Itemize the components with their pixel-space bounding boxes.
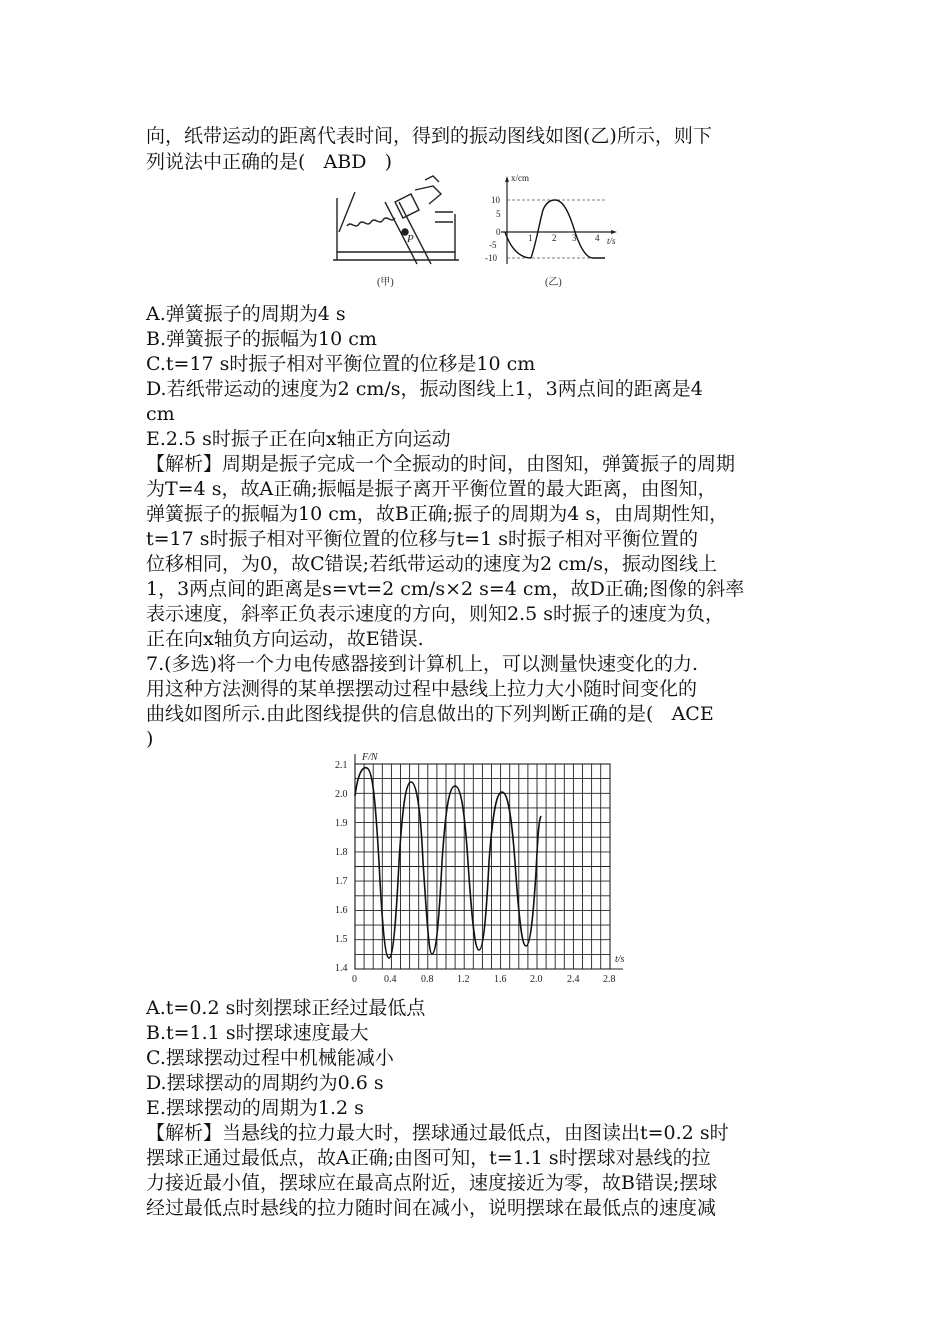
text-line: C.摆球摆动过程中机械能减小 [146,1047,394,1069]
ft-ytick: 2.1 [335,760,348,771]
xt-xtick: 1 [528,233,533,243]
text-line: 【解析】周期是振子完成一个全振动的时间，由图知，弹簧振子的周期 [146,453,736,475]
text-line: 弹簧振子的振幅为10 cm，故B正确;振子的周期为4 s，由周期性知， [146,503,729,525]
ft-xtick: 1.6 [494,974,507,984]
text-line: 经过最低点时悬线的拉力随时间在减小，说明摆球在最低点的速度减 [146,1197,717,1219]
text-line: B.弹簧振子的振幅为10 cm [146,328,377,350]
text-line: 向，纸带运动的距离代表时间，得到的振动图线如图(乙)所示，则下 [146,125,712,147]
ft-ytick: 1.7 [335,876,348,887]
xt-ytick: 10 [491,195,500,205]
xt-curve [505,200,605,258]
xt-ytick: 0 [496,227,501,237]
text-line: D.摆球摆动的周期约为0.6 s [146,1072,384,1094]
text-line: C.t=17 s时振子相对平衡位置的位移是10 cm [146,353,536,375]
text-line: cm [146,403,175,425]
force-curve [355,768,541,958]
text-line: A.弹簧振子的周期为4 s [146,303,346,325]
figure-force-time-graph [325,752,635,984]
xt-xtick: 4 [595,233,600,243]
xt-ytick: -5 [489,240,497,250]
ft-xtick: 0 [352,974,357,984]
text-line: A.t=0.2 s时刻摆球正经过最低点 [146,997,426,1019]
apparatus-point-label: P [407,233,414,245]
text-line: E.2.5 s时振子正在向x轴正方向运动 [146,428,451,450]
xt-ytick: 5 [496,209,501,219]
ft-ytick: 1.4 [335,963,348,974]
ft-xlabel: t/s [615,954,625,965]
text-line: B.t=1.1 s时摆球速度最大 [146,1022,369,1044]
caption-left: (甲) [377,277,394,288]
text-line: 曲线如图所示.由此图线提供的信息做出的下列判断正确的是( ACE [146,703,714,725]
ft-ylabel: F/N [362,752,378,763]
text-line: 位移相同，为0，故C错误;若纸带运动的速度为2 cm/s，振动图线上 [146,553,717,575]
text-line: t=17 s时振子相对平衡位置的位移与t=1 s时振子相对平衡位置的 [146,528,698,550]
ft-xtick: 2.4 [567,974,580,984]
xt-xtick: 2 [552,233,557,243]
ft-xtick: 2.0 [530,974,543,984]
ft-ytick: 1.8 [335,847,348,858]
ft-xticks [352,974,616,984]
xt-ylabel: x/cm [511,173,529,183]
text-line: 1，3两点间的距离是s=vt=2 cm/s×2 s=4 cm，故D正确;图像的斜率 [146,578,745,600]
ft-xtick: 0.4 [384,974,397,984]
text-line: 列说法中正确的是( ABD ) [146,151,392,173]
xt-xtick: 3 [572,233,577,243]
text-line: 力接近最小值，摆球应在最高点附近，速度接近为零，故B错误;摆球 [146,1172,718,1194]
caption-right: (乙) [545,277,562,288]
ft-xtick: 2.8 [603,974,616,984]
text-line: E.摆球摆动的周期为1.2 s [146,1097,364,1119]
xt-ytick: -10 [485,253,497,263]
ft-ytick: 1.6 [335,905,348,916]
ft-xtick: 1.2 [457,974,470,984]
ft-ytick: 2.0 [335,789,348,800]
xt-graph [485,173,617,264]
text-line: D.若纸带运动的速度为2 cm/s，振动图线上1，3两点间的距离是4 [146,378,703,400]
text-line: 【解析】当悬线的拉力最大时，摆球通过最低点，由图读出t=0.2 s时 [146,1122,729,1144]
text-line: ) [146,728,154,750]
text-line: 正在向x轴负方向运动，故E错误. [146,628,424,650]
text-line: 用这种方法测得的某单摆摆动过程中悬线上拉力大小随时间变化的 [146,678,698,700]
ft-yticks [335,760,348,974]
ft-xtick: 0.8 [421,974,434,984]
ft-ytick: 1.9 [335,818,348,829]
text-line: 表示速度，斜率正负表示速度的方向，则知2.5 s时振子的速度为负， [146,603,725,625]
ft-ytick: 1.5 [335,934,348,945]
text-line: 为T=4 s，故A正确;振幅是振子离开平衡位置的最大距离，由图知， [146,478,717,500]
apparatus-diagram [333,176,459,264]
text-line: 7.(多选)将一个力电传感器接到计算机上，可以测量快速变化的力. [146,653,698,675]
figure-spring-oscillator [325,172,625,292]
xt-xlabel: t/s [607,236,616,246]
text-line: 摆球正通过最低点，故A正确;由图可知，t=1.1 s时摆球对悬线的拉 [146,1147,711,1169]
